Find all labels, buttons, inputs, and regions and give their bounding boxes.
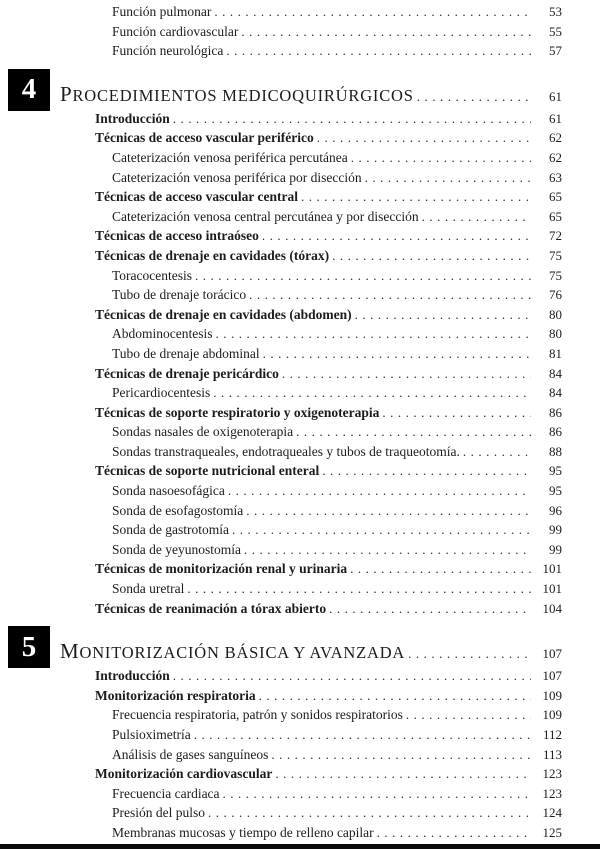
toc-entry [8, 150, 562, 170]
chapter-page: 107 [542, 646, 562, 662]
chapter-title-line [60, 639, 562, 668]
toc-entry [8, 668, 562, 688]
toc-entry-label: Presión del pulso [112, 805, 205, 821]
dot-leader [275, 766, 531, 782]
chapter-title: PROCEDIMIENTOS MEDICOQUIRÚRGICOS [60, 81, 414, 106]
toc-entry-label: Introducción [95, 110, 170, 126]
toc-entry-label: Técnicas de drenaje en cavidades (tórax) [95, 247, 330, 263]
chapter-number-badge: 5 [8, 626, 50, 668]
toc-entry-label: Tubo de drenaje abdominal [112, 345, 260, 361]
toc-entry [8, 405, 562, 425]
toc-entry-page: 61 [549, 110, 562, 126]
dot-leader [195, 268, 531, 284]
chapter-number-badge: 4 [8, 69, 50, 111]
toc-entry-page: 63 [549, 169, 562, 185]
toc-entry [8, 581, 562, 601]
dot-leader [187, 581, 531, 597]
toc-entry-page: 62 [549, 130, 562, 146]
dot-leader [463, 444, 531, 460]
toc-entry [8, 111, 562, 131]
dot-leader [322, 463, 531, 479]
toc-entry-label: Sonda de yeyunostomía [112, 541, 241, 557]
toc-entry-label: Frecuencia respiratoria, patrón y sonidos respiratorios [112, 707, 403, 723]
toc-entry-label: Monitorización respiratoria [95, 687, 256, 703]
dot-leader [271, 747, 531, 763]
toc-entry [8, 130, 562, 150]
toc-entry [8, 4, 562, 24]
toc-entry-page: 72 [549, 228, 562, 244]
dot-leader [422, 209, 531, 225]
toc-entry [8, 43, 562, 63]
toc-entry-label: Monitorización cardiovascular [95, 766, 273, 782]
toc-entry [8, 444, 562, 464]
toc-entry-page: 124 [542, 805, 562, 821]
toc-entry-label: Pericardiocentesis [112, 385, 211, 401]
toc-entry [8, 307, 562, 327]
dot-leader [377, 825, 531, 841]
dot-leader [214, 4, 531, 20]
dot-leader [223, 786, 531, 802]
chapter-heading [8, 65, 562, 111]
toc-entry [8, 268, 562, 288]
toc-entry-page: 113 [542, 746, 562, 762]
toc-entry [8, 366, 562, 386]
toc-entry-page: 62 [549, 149, 562, 165]
toc-entry-page: 101 [542, 561, 562, 577]
toc-entry-page: 95 [549, 483, 562, 499]
toc-entry-page: 80 [549, 306, 562, 322]
toc-entry-page: 84 [549, 385, 562, 401]
toc-entry [8, 766, 562, 786]
toc-entry-label: Abdominocentesis [112, 326, 213, 342]
toc-entry-page: 88 [549, 443, 562, 459]
dot-leader [249, 287, 531, 303]
toc-entry [8, 727, 562, 747]
toc-entry-label: Cateterización venosa central percutánea y por disección [112, 208, 419, 224]
toc-entry-page: 109 [542, 687, 562, 703]
dot-leader [241, 24, 531, 40]
chapter-heading [8, 622, 562, 668]
toc-entry-page: 107 [542, 668, 562, 684]
toc-entry-label: Análisis de gases sanguíneos [112, 746, 269, 762]
toc-entry-page: 104 [542, 600, 562, 616]
toc-entry [8, 542, 562, 562]
toc-entry [8, 228, 562, 248]
chapter-page: 61 [549, 88, 562, 104]
toc-entry-label: Membranas mucosas y tiempo de relleno capilar [112, 824, 374, 840]
chapter-title-line [60, 82, 562, 111]
dot-leader [259, 688, 531, 704]
toc-entry-label: Función cardiovascular [112, 23, 239, 39]
toc-entry [8, 688, 562, 708]
toc-entry-label: Sondas nasales de oxigenoterapia [112, 424, 294, 440]
toc-entry [8, 786, 562, 806]
toc-entry-page: 99 [549, 541, 562, 557]
toc-entry-page: 109 [542, 707, 562, 723]
dot-leader [216, 326, 532, 342]
toc-entry-label: Introducción [95, 668, 170, 684]
toc-entry-page: 75 [549, 267, 562, 283]
dot-leader [365, 170, 531, 186]
toc-entry-label: Tubo de drenaje torácico [112, 287, 247, 303]
dot-leader [417, 88, 531, 106]
toc-entry-label: Función neurológica [112, 43, 224, 59]
toc-entry-page: 80 [549, 326, 562, 342]
toc-entry [8, 601, 562, 621]
dot-leader [208, 805, 531, 821]
toc-entry-label: Frecuencia cardiaca [112, 785, 220, 801]
dot-leader [351, 150, 531, 166]
toc-entry-label: Cateterización venosa periférica por disección [112, 169, 362, 185]
toc-entry-label: Cateterización venosa periférica percutánea [112, 149, 348, 165]
toc-entry-page: 57 [549, 43, 562, 59]
toc-entry-page: 123 [542, 785, 562, 801]
toc-entry-label: Técnicas de acceso vascular central [95, 189, 298, 205]
dot-leader [296, 424, 531, 440]
toc-entry-page: 81 [549, 345, 562, 361]
dot-leader [301, 189, 531, 205]
dot-leader [332, 248, 531, 264]
toc-entry [8, 24, 562, 44]
dot-leader [194, 727, 531, 743]
dot-leader [317, 130, 531, 146]
toc-entry-page: 55 [549, 23, 562, 39]
toc-entry-label: Técnicas de drenaje pericárdico [95, 365, 279, 381]
toc-entry-label: Técnicas de soporte respiratorio y oxigenoterapia [95, 404, 380, 420]
toc-entry [8, 463, 562, 483]
toc-entry-label: Técnicas de acceso intraóseo [95, 228, 259, 244]
toc-entry-label: Sonda uretral [112, 581, 185, 597]
toc-entry-page: 112 [542, 727, 562, 742]
toc-entry [8, 189, 562, 209]
toc-entry-label: Toracocentesis [112, 267, 193, 283]
dot-leader [246, 503, 531, 519]
toc-entry [8, 522, 562, 542]
toc-entry [8, 209, 562, 229]
toc-entry-page: 75 [549, 247, 562, 263]
toc-entry-label: Técnicas de soporte nutricional enteral [95, 463, 320, 479]
dot-leader [406, 707, 531, 723]
toc-entry [8, 346, 562, 366]
toc-entry-label: Técnicas de monitorización renal y urinaria [95, 561, 348, 577]
dot-leader [173, 668, 531, 684]
toc-entry [8, 248, 562, 268]
toc-entry [8, 326, 562, 346]
toc-entry [8, 805, 562, 825]
dot-leader [232, 522, 531, 538]
toc-entry-page: 84 [549, 365, 562, 381]
toc-entry-page: 125 [542, 824, 562, 840]
toc-entry [8, 561, 562, 581]
toc-entry-label: Sonda nasoesofágica [112, 483, 225, 499]
toc-entry-page: 53 [549, 4, 562, 19]
dot-leader [173, 111, 531, 127]
toc-entry-label: Función pulmonar [112, 4, 212, 19]
toc-entry-page: 65 [549, 189, 562, 205]
toc-entry-page: 76 [549, 287, 562, 303]
chapter-title: MONITORIZACIÓN BÁSICA Y AVANZADA [60, 639, 406, 664]
toc-entry-page: 123 [542, 766, 562, 782]
toc-entry-page: 96 [549, 502, 562, 518]
toc-entry [8, 825, 562, 845]
dot-leader [382, 405, 531, 421]
toc-entry-label: Técnicas de acceso vascular periférico [95, 130, 314, 146]
toc-entry-page: 99 [549, 522, 562, 538]
dot-leader [329, 601, 531, 617]
toc-entry-label: Técnicas de reanimación a tórax abierto [95, 600, 327, 616]
dot-leader [228, 483, 531, 499]
dot-leader [282, 366, 531, 382]
dot-leader [244, 542, 531, 558]
dot-leader [226, 43, 531, 59]
toc-entry-page: 101 [542, 581, 562, 597]
dot-leader [408, 645, 531, 663]
dot-leader [355, 307, 531, 323]
toc-entry-label: Pulsioximetría [112, 727, 191, 742]
toc-entry [8, 424, 562, 444]
toc-entry [8, 707, 562, 727]
toc-entry-page: 86 [549, 404, 562, 420]
toc-entry-page: 95 [549, 463, 562, 479]
toc-entry-label: Técnicas de drenaje en cavidades (abdomen) [95, 306, 352, 322]
toc-entry-page: 86 [549, 424, 562, 440]
toc-entry [8, 287, 562, 307]
toc-entry [8, 747, 562, 767]
toc-entry-label: Sonda de esofagostomía [112, 502, 244, 518]
toc-entry-label: Sondas transtraqueales, endotraqueales y tubos de traqueotomía. [112, 443, 460, 459]
toc-entry [8, 503, 562, 523]
dot-leader [263, 346, 531, 362]
toc-entry-label: Sonda de gastrotomía [112, 522, 229, 538]
toc-entry [8, 483, 562, 503]
toc-entry-page: 65 [549, 208, 562, 224]
dot-leader [350, 561, 531, 577]
dot-leader [262, 228, 531, 244]
dot-leader [213, 385, 531, 401]
toc-entry [8, 170, 562, 190]
page-bottom-edge [0, 844, 600, 849]
toc-entry [8, 385, 562, 405]
